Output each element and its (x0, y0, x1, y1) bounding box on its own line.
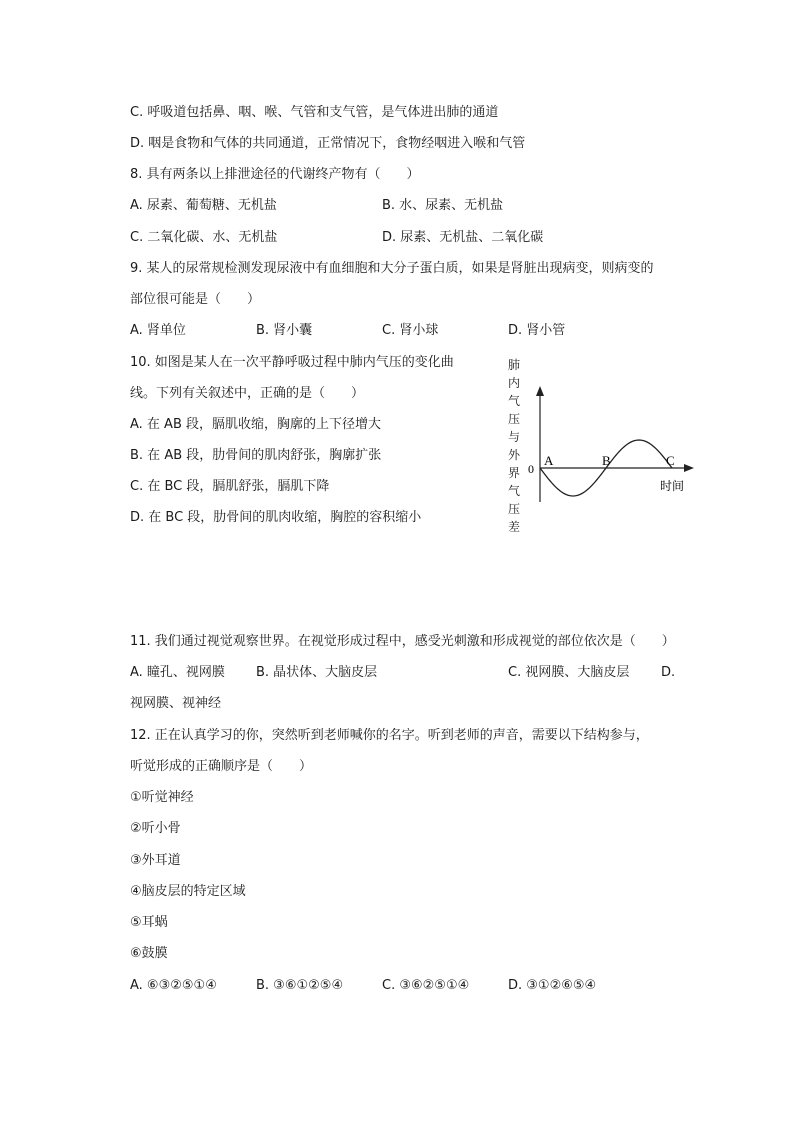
q12-stem-line1: 12. 正在认真学习的你，突然听到老师喊你的名字。听到老师的声音，需要以下结构参与， (130, 728, 649, 743)
q10-option-b: B. 在 AB 段，肋骨间的肌肉舒张，胸廓扩张 (130, 448, 382, 463)
q8-option-d: D. 尿素、无机盐、二氧化碳 (382, 230, 544, 245)
q12-stem-line2: 听觉形成的正确顺序是（ ） (130, 759, 313, 774)
q10-option-a: A. 在 AB 段，膈肌收缩，胸廓的上下径增大 (130, 417, 382, 432)
pressure-curve-chart (520, 380, 700, 510)
q10-stem-line1: 10. 如图是某人在一次平静呼吸过程中肺内气压的变化曲 (130, 355, 454, 370)
q7-option-c: C. 呼吸道包括鼻、咽、喉、气管和支气管，是气体进出肺的通道 (130, 105, 499, 120)
chart-point-label-a: A (544, 453, 554, 468)
q12-option-a: A. ⑥③②⑤①④ (130, 978, 217, 993)
q12-item-3: ③外耳道 (130, 853, 181, 868)
q8-option-a: A. 尿素、葡萄糖、无机盐 (130, 198, 277, 213)
q7-option-d: D. 咽是食物和气体的共同通道，正常情况下，食物经咽进入喉和气管 (130, 136, 526, 151)
q11-option-b: B. 晶状体、大脑皮层 (256, 665, 378, 680)
q11-option-a: A. 瞳孔、视网膜 (130, 665, 225, 680)
q8-option-c: C. 二氧化碳、水、无机盐 (130, 230, 278, 245)
chart-point-label-b: B (602, 453, 611, 468)
q12-option-c: C. ③⑥②⑤①④ (382, 978, 470, 993)
chart-point-label-c: C (666, 453, 675, 468)
q9-stem-line2: 部位很可能是（ ） (130, 292, 261, 307)
q9-option-d: D. 肾小管 (508, 323, 566, 338)
chart-x-axis-arrow (684, 464, 694, 472)
chart-y-axis-label: 肺内气压与外界气压差 (507, 358, 520, 534)
q11-option-d-continued: 视网膜、视神经 (130, 696, 222, 711)
q11-option-d: D. (661, 665, 676, 680)
chart-origin-label: 0 (528, 462, 534, 476)
q12-item-2: ②听小骨 (130, 821, 181, 836)
q12-item-6: ⑥鼓膜 (130, 946, 168, 961)
q12-option-d: D. ③①②⑥⑤④ (508, 978, 597, 993)
q8-option-b: B. 水、尿素、无机盐 (382, 198, 504, 213)
q12-option-b: B. ③⑥①②⑤④ (256, 978, 344, 993)
q8-stem: 8. 具有两条以上排泄途径的代谢终产物有（ ） (130, 167, 420, 182)
chart-y-axis-arrow (536, 386, 544, 396)
q9-option-b: B. 肾小囊 (256, 323, 313, 338)
q12-item-4: ④脑皮层的特定区域 (130, 884, 246, 899)
q10-option-d: D. 在 BC 段，肋骨间的肌肉收缩，胸腔的容积缩小 (130, 510, 422, 525)
q10-option-c: C. 在 BC 段，膈肌舒张，膈肌下降 (130, 479, 330, 494)
q9-stem-line1: 9. 某人的尿常规检测发现尿液中有血细胞和大分子蛋白质，如果是肾脏出现病变，则病变的 (130, 261, 654, 276)
q12-item-1: ①听觉神经 (130, 790, 194, 805)
q9-option-c: C. 肾小球 (382, 323, 439, 338)
chart-x-axis-label: 时间 (660, 479, 685, 493)
q12-item-5: ⑤耳蜗 (130, 915, 168, 930)
q11-option-c: C. 视网膜、大脑皮层 (508, 665, 630, 680)
q10-stem-line2: 线。下列有关叙述中，正确的是（ ） (130, 386, 365, 401)
q11-stem: 11. 我们通过视觉观察世界。在视觉形成过程中，感受光刺激和形成视觉的部位依次是（ ） (130, 634, 675, 649)
q9-option-a: A. 肾单位 (130, 323, 186, 338)
